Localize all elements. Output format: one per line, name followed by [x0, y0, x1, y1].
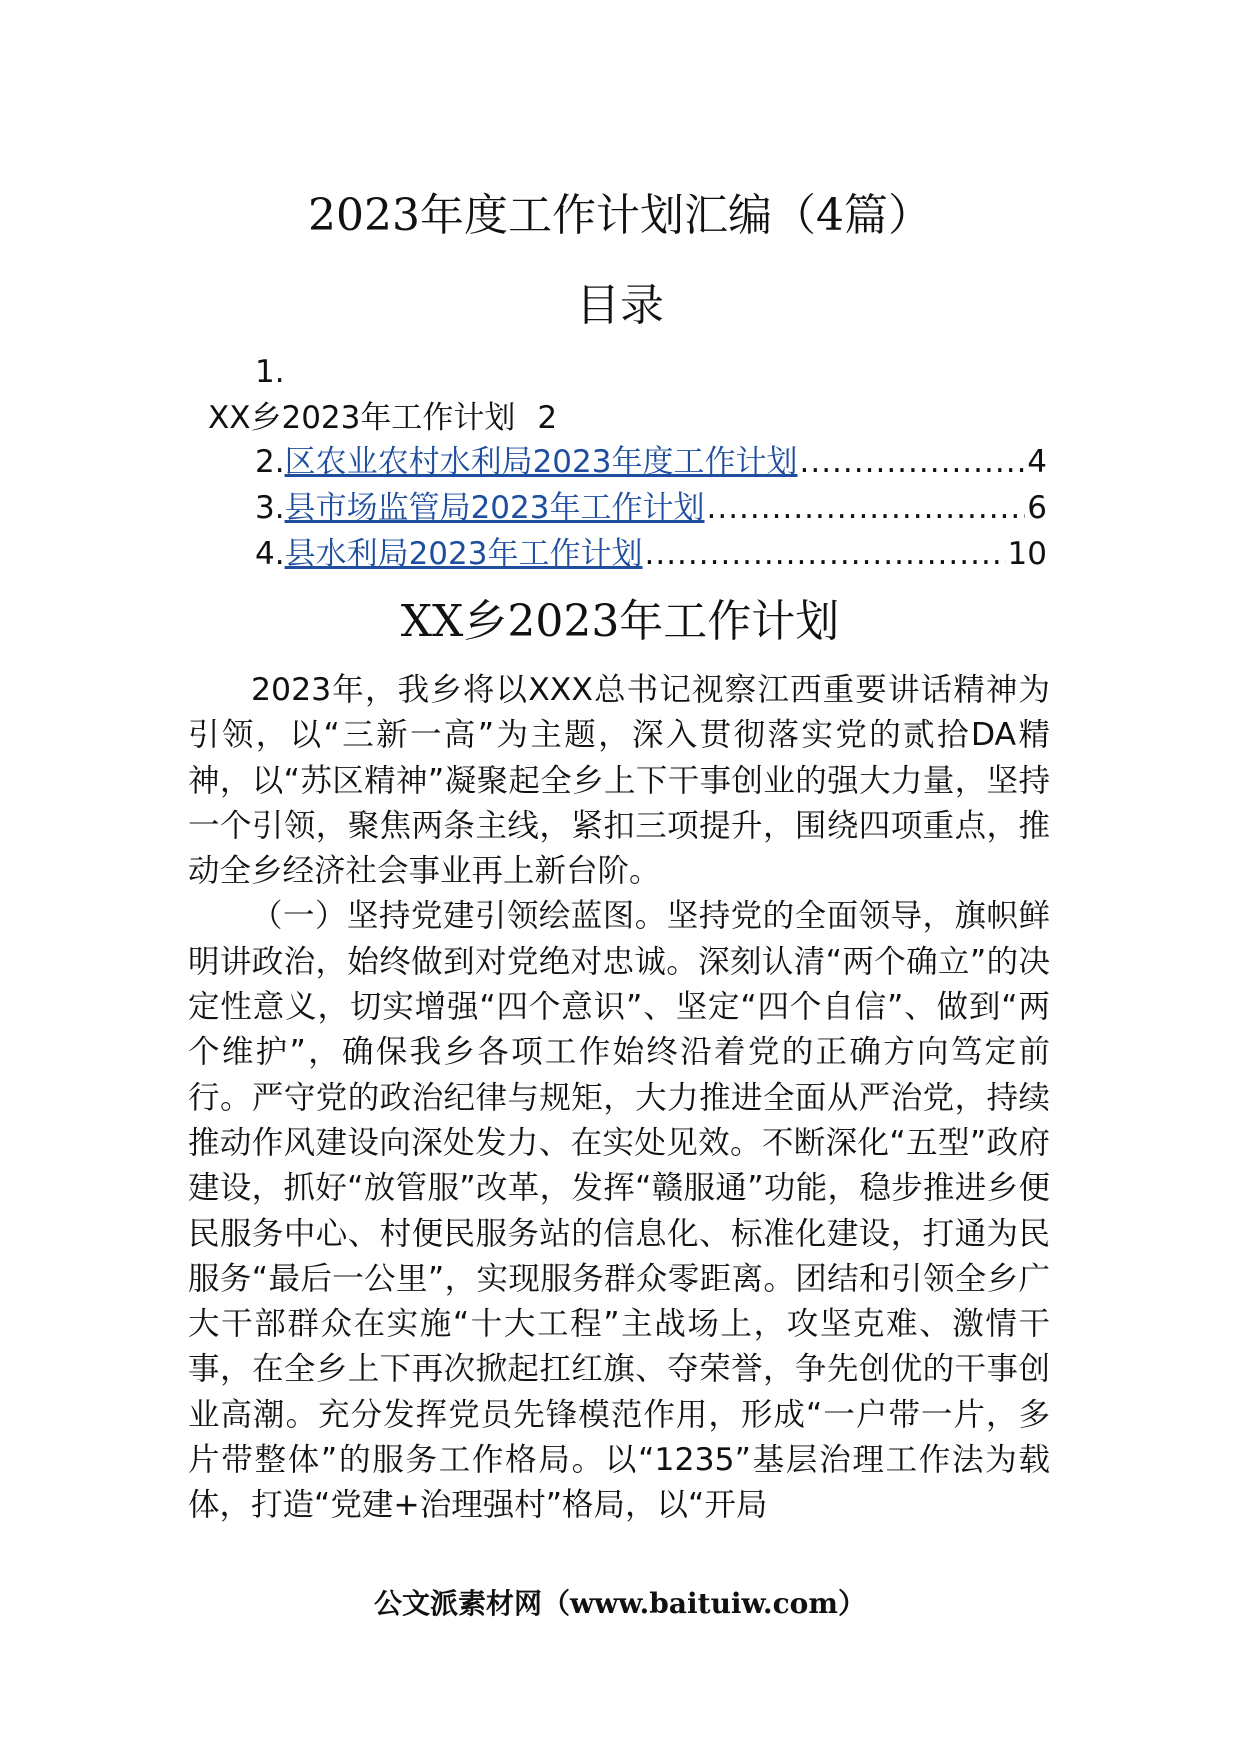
footer-watermark: 公文派素材网（www.baituiw.com）	[374, 1587, 866, 1620]
toc-item-1-label: XX乡2023年工作计划	[208, 400, 516, 436]
toc-item-1[interactable]	[208, 398, 557, 438]
toc-item-1-page: 2	[537, 400, 558, 436]
toc-item-4-number: 4.	[255, 536, 285, 572]
toc-item-3-number: 3.	[255, 490, 285, 526]
toc-item-4	[255, 532, 1047, 576]
toc-item-3	[255, 486, 1047, 530]
toc-leader-dots	[706, 486, 1025, 530]
body-text	[188, 668, 1050, 1529]
paragraph-intro: 2023年，我乡将以XXX总书记视察江西重要讲话精神为引领，以“三新一高”为主题，深入贯彻落实党的贰拾DA精神，以“苏区精神”凝聚起全乡上下干事创业的强大力量，坚持一个引领，聚焦两条主线，紧扣三项提升，围绕四项重点，推动全乡经济社会事业再上新台阶。	[188, 672, 1050, 890]
toc-item-4-page: 10	[1007, 536, 1047, 572]
toc-item-2	[255, 440, 1047, 484]
paragraph-party-building: （一）坚持党建引领绘蓝图。坚持党的全面领导，旗帜鲜明讲政治，始终做到对党绝对忠诚。深刻认清“两个确立”的决定性意义，切实增强“四个意识”、坚定“四个自信”、做到“两个维护”，确保我乡各项工作始终沿着党的正确方向笃定前行。严守党的政治纪律与规矩，大力推进全面从严治党，持续推动作风建设向深处发力、在实处见效。不断深化“五型”政府建设，抓好“放管服”改革，发挥“赣服通”功能，稳步推进乡便民服务中心、村便民服务站的信息化、标准化建设，打通为民服务“最后一公里”，实现服务群众零距离。团结和引领全乡广大干部群众在实施“十大工程”主战场上，攻坚克难、激情干事，在全乡上下再次掀起扛红旗、夺荣誉，争先创优的干事创业高潮。充分发挥党员先锋模范作用，形成“一户带一片，多片带整体”的服务工作格局。以“1235”基层治理工作法为载体，打造“党建+治理强村”格局，以“开局	[188, 898, 1050, 1524]
toc-item-3-link[interactable]: 县市场监管局2023年工作计划	[284, 490, 705, 526]
section-title: XX乡2023年工作计划	[400, 596, 840, 647]
toc-leader-dots	[644, 532, 1005, 576]
toc-heading: 目录	[576, 280, 664, 331]
toc-item-1-number: 1.	[255, 354, 285, 390]
toc-item-3-page: 6	[1027, 490, 1047, 526]
toc-item-2-link[interactable]: 区农业农村水利局2023年度工作计划	[284, 444, 798, 480]
toc-item-2-number: 2.	[255, 444, 285, 480]
toc-leader-dots	[799, 440, 1025, 484]
document-title: 2023年度工作计划汇编（4篇）	[308, 190, 932, 241]
toc-item-4-link[interactable]: 县水利局2023年工作计划	[284, 536, 643, 572]
toc-item-2-page: 4	[1027, 444, 1047, 480]
